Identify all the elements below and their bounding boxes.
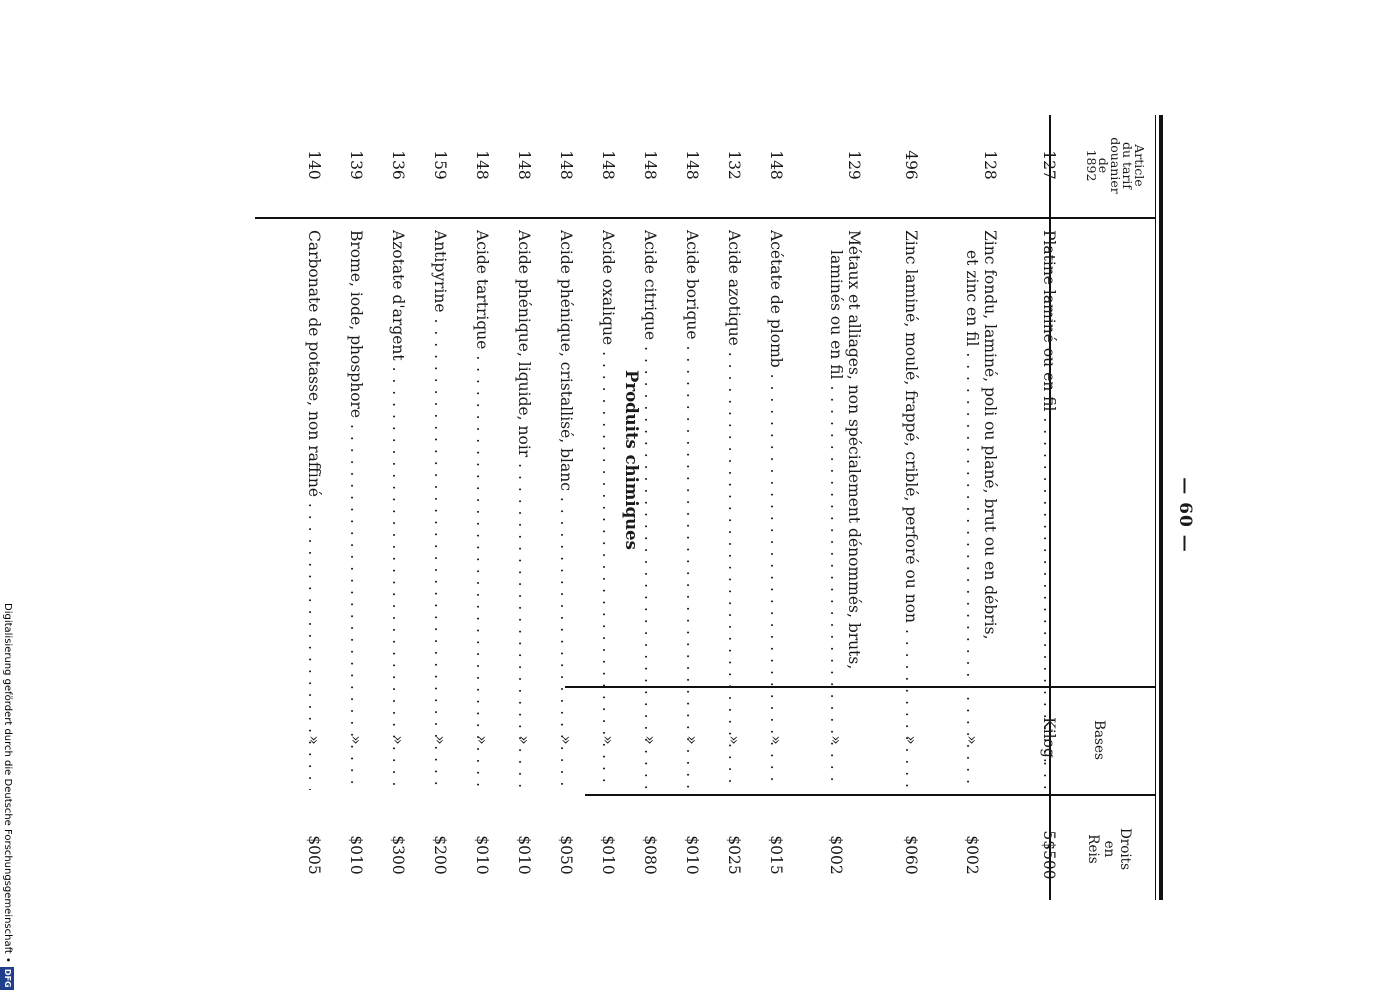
article-number: 127 xyxy=(1040,150,1058,180)
article-number: 132 xyxy=(725,150,743,180)
header-article-line: de xyxy=(1096,157,1111,174)
article-number: 139 xyxy=(347,150,365,180)
duty-rate: $002 xyxy=(827,835,845,875)
description-line: laminés ou en fil . . . xyxy=(827,230,845,790)
article-number: 496 xyxy=(902,150,920,180)
table-top-rule-thin xyxy=(1155,115,1156,900)
basis-unit: » xyxy=(902,735,920,745)
description-line: Acide citrique . . . xyxy=(641,230,659,790)
dfg-logo: DFG xyxy=(0,967,14,990)
header-bases: Bases xyxy=(1091,720,1107,760)
credit-text: Digitalisierung gefördert durch die Deutsche Forschungsgemeinschaft • xyxy=(2,603,13,963)
article-number: 128 xyxy=(981,150,999,180)
duty-rate: $015 xyxy=(767,835,785,875)
duty-rate: $010 xyxy=(683,835,701,875)
header-droits-line: en xyxy=(1101,840,1117,858)
article-number: 148 xyxy=(767,150,785,180)
description-line: Métaux et alliages, non spécialement dénommés, bruts, xyxy=(845,230,863,670)
basis-unit: » xyxy=(347,735,365,745)
article-number: 148 xyxy=(683,150,701,180)
header-droits xyxy=(1085,800,1133,898)
description-line: Azotate d'argent . . . xyxy=(389,230,407,790)
basis-unit: » xyxy=(473,735,491,745)
basis-unit: Kilog. xyxy=(1040,717,1058,763)
digitization-credit xyxy=(0,603,14,993)
section-title: Produits chimiques xyxy=(622,370,641,550)
description-line: Brome, iode, phosphore . . . xyxy=(347,230,365,790)
article-number: 148 xyxy=(473,150,491,180)
duty-rate: $005 xyxy=(305,835,323,875)
article-number: 140 xyxy=(305,150,323,180)
description-line: Carbonate de potasse, non raffiné . . . xyxy=(305,230,323,790)
basis-unit: » xyxy=(683,735,701,745)
header-droits-line: Droits xyxy=(1117,827,1133,871)
description-line: et zinc en fil . . . xyxy=(963,230,981,790)
basis-unit: » xyxy=(557,735,575,745)
duty-rate: $080 xyxy=(641,835,659,875)
duty-rate: $025 xyxy=(725,835,743,875)
basis-unit: » xyxy=(963,735,981,745)
header-article-line: 1892 xyxy=(1084,149,1099,182)
article-number: 148 xyxy=(557,150,575,180)
basis-unit: » xyxy=(515,735,533,745)
duty-rate: $010 xyxy=(599,835,617,875)
article-number: 136 xyxy=(389,150,407,180)
duty-rate: $200 xyxy=(431,835,449,875)
basis-unit: » xyxy=(641,735,659,745)
duty-rate: $002 xyxy=(963,835,981,875)
description-line: Acide tartrique . . . xyxy=(473,230,491,790)
description-line: Zinc fondu, laminé, poli ou plané, brut ou en débris, xyxy=(981,230,999,640)
article-number: 129 xyxy=(845,150,863,180)
header-article-line: du tarif xyxy=(1120,141,1135,190)
header-article-line: douanier xyxy=(1108,137,1123,194)
duty-rate: $010 xyxy=(347,835,365,875)
header-droits-line: Reis xyxy=(1085,834,1101,864)
description-line: Acétate de plomb . . . xyxy=(767,230,785,790)
duty-rate: $010 xyxy=(515,835,533,875)
page-number: — 60 — xyxy=(1175,477,1195,553)
header-article-line: Article xyxy=(1132,144,1147,187)
column-divider-article xyxy=(255,217,1155,219)
basis-unit: » xyxy=(725,735,743,745)
duty-rate: $010 xyxy=(473,835,491,875)
description-line: Acide azotique . . . xyxy=(725,230,743,790)
column-divider-bases xyxy=(585,794,1155,796)
article-number: 159 xyxy=(431,150,449,180)
description-line: Acide phénique, cristallisé, blanc . . . xyxy=(557,230,575,790)
duty-rate: $050 xyxy=(557,835,575,875)
article-number: 148 xyxy=(599,150,617,180)
header-article xyxy=(1085,118,1145,213)
basis-unit: » xyxy=(431,735,449,745)
basis-unit: » xyxy=(389,735,407,745)
basis-unit: » xyxy=(767,735,785,745)
basis-unit: » xyxy=(599,735,617,745)
description-line: Acide phénique, liquide, noir . . . xyxy=(515,230,533,790)
description-line: Platine laminé ou en fil . . . xyxy=(1040,230,1058,790)
description-line: Acide borique . . . xyxy=(683,230,701,790)
duty-rate: $300 xyxy=(389,835,407,875)
article-number: 148 xyxy=(641,150,659,180)
basis-unit: » xyxy=(827,735,845,745)
description-line: Antipyrine . . . xyxy=(431,230,449,790)
description-line: Zinc laminé, moulé, frappé, criblé, perforé ou non . . . xyxy=(902,230,920,790)
basis-unit: » xyxy=(305,735,323,745)
article-number: 148 xyxy=(515,150,533,180)
description-line: Acide oxalique . . . xyxy=(599,230,617,790)
duty-rate: 5$500 xyxy=(1040,830,1058,880)
duty-rate: $060 xyxy=(902,835,920,875)
table-top-rule xyxy=(1159,115,1163,900)
